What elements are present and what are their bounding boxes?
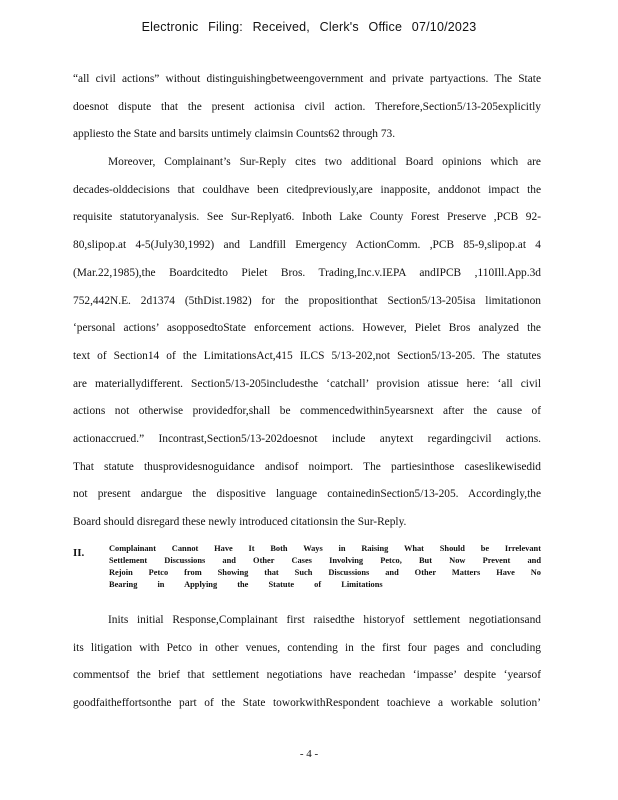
filing-stamp-header: Electronic Filing: Received, Clerk's Office 07/10/2023: [141, 20, 477, 34]
body-text-block-2: [73, 607, 541, 718]
paragraph-line: text of Section14 of the LimitationsAct,415 ILCS 5/13-202,not Section5/13-205. The statutes: [73, 349, 541, 362]
section-heading: [73, 543, 541, 591]
heading-line: Complainant Cannot Have It Both Ways in Raising What Should be Irrelevant: [109, 544, 541, 553]
paragraph-line: actions not otherwise providedfor,shall be commencedwithin5yearsnext after the cause of: [73, 405, 541, 418]
paragraph-line: doesnot dispute that the present actionisa civil action. Therefore,Section5/13-205explicitly: [73, 100, 541, 113]
heading-line: Rejoin Petco from Showing that Such Discussions and Other Matters Have No: [109, 568, 541, 577]
paragraph-line: “all civil actions” without distinguishingbetweengovernment and private partyactions. The State: [73, 73, 541, 85]
paragraph-line: (Mar.22,1985),the Boardcitedto Pielet Bros. Trading,Inc.v.IEPA andIPCB ,110Ill.App.3d: [73, 266, 541, 279]
paragraph-line: are materiallydifferent. Section5/13-205includesthe ‘catchall’ provision atissue here: ‘all civil: [73, 377, 541, 390]
paragraph-line: actionaccrued.” Incontrast,Section5/13-202doesnot include anytext regardingcivil actions.: [73, 432, 541, 445]
paragraph-line: Board should disregard these newly introduced citationsin the Sur-Reply.: [73, 516, 407, 528]
paragraph-line: goodfaitheffortsonthe part of the State toworkwithRespondent toachieve a workable solution’: [73, 697, 541, 710]
paragraph-line: commentsof the brief that settlement negotiations have reachedan ‘impasse’ despite ‘yearsof: [73, 669, 541, 682]
paragraph-line: Moreover, Complainant’s Sur-Reply cites two additional Board opinions which are: [108, 156, 541, 169]
body-text-block: [73, 66, 541, 537]
paragraph-line: appliesto the State and barsits untimely claimsin Counts62 through 73.: [73, 128, 396, 141]
paragraph-line: not present andargue the dispositive language containedinSection5/13-205. Accordingly,the: [73, 488, 541, 501]
paragraph-line: ‘personal actions’ asopposedtoState enforcement actions. However, Pielet Bros analyzed the: [73, 322, 541, 335]
heading-line: Bearing in Applying the Statute of Limitations: [109, 580, 383, 589]
paragraph-line: decades-olddecisions that couldhave been citedpreviously,are inapposite, anddonot impact the: [73, 183, 541, 196]
paragraph-line: requisite statutoryanalysis. See Sur-Replyat6. Inboth Lake County Forest Preserve ,PCB 92-: [73, 211, 541, 224]
heading-line: Settlement Discussions and Other Cases Involving Petco, But Now Prevent and: [109, 556, 541, 565]
paragraph-line: its litigation with Petco in other venues, contending in the first four pages and concluding: [73, 641, 541, 654]
section-number: II.: [73, 547, 85, 559]
page-number: - 4 -: [299, 748, 319, 760]
paragraph-line: 752,442N.E. 2d1374 (5thDist.1982) for the propositionthat Section5/13-205isa limitationon: [73, 294, 541, 307]
paragraph-line: Inits initial Response,Complainant first raisedthe historyof settlement negotiationsand: [108, 614, 541, 626]
paragraph-line: 80,slipop.at 4-5(July30,1992) and Landfill Emergency ActionComm. ,PCB 85-9,slipop.at 4: [73, 239, 541, 252]
paragraph-line: That statute thusprovidesnoguidance andisof noimport. The partiesinthose caseslikewisedid: [73, 460, 541, 473]
